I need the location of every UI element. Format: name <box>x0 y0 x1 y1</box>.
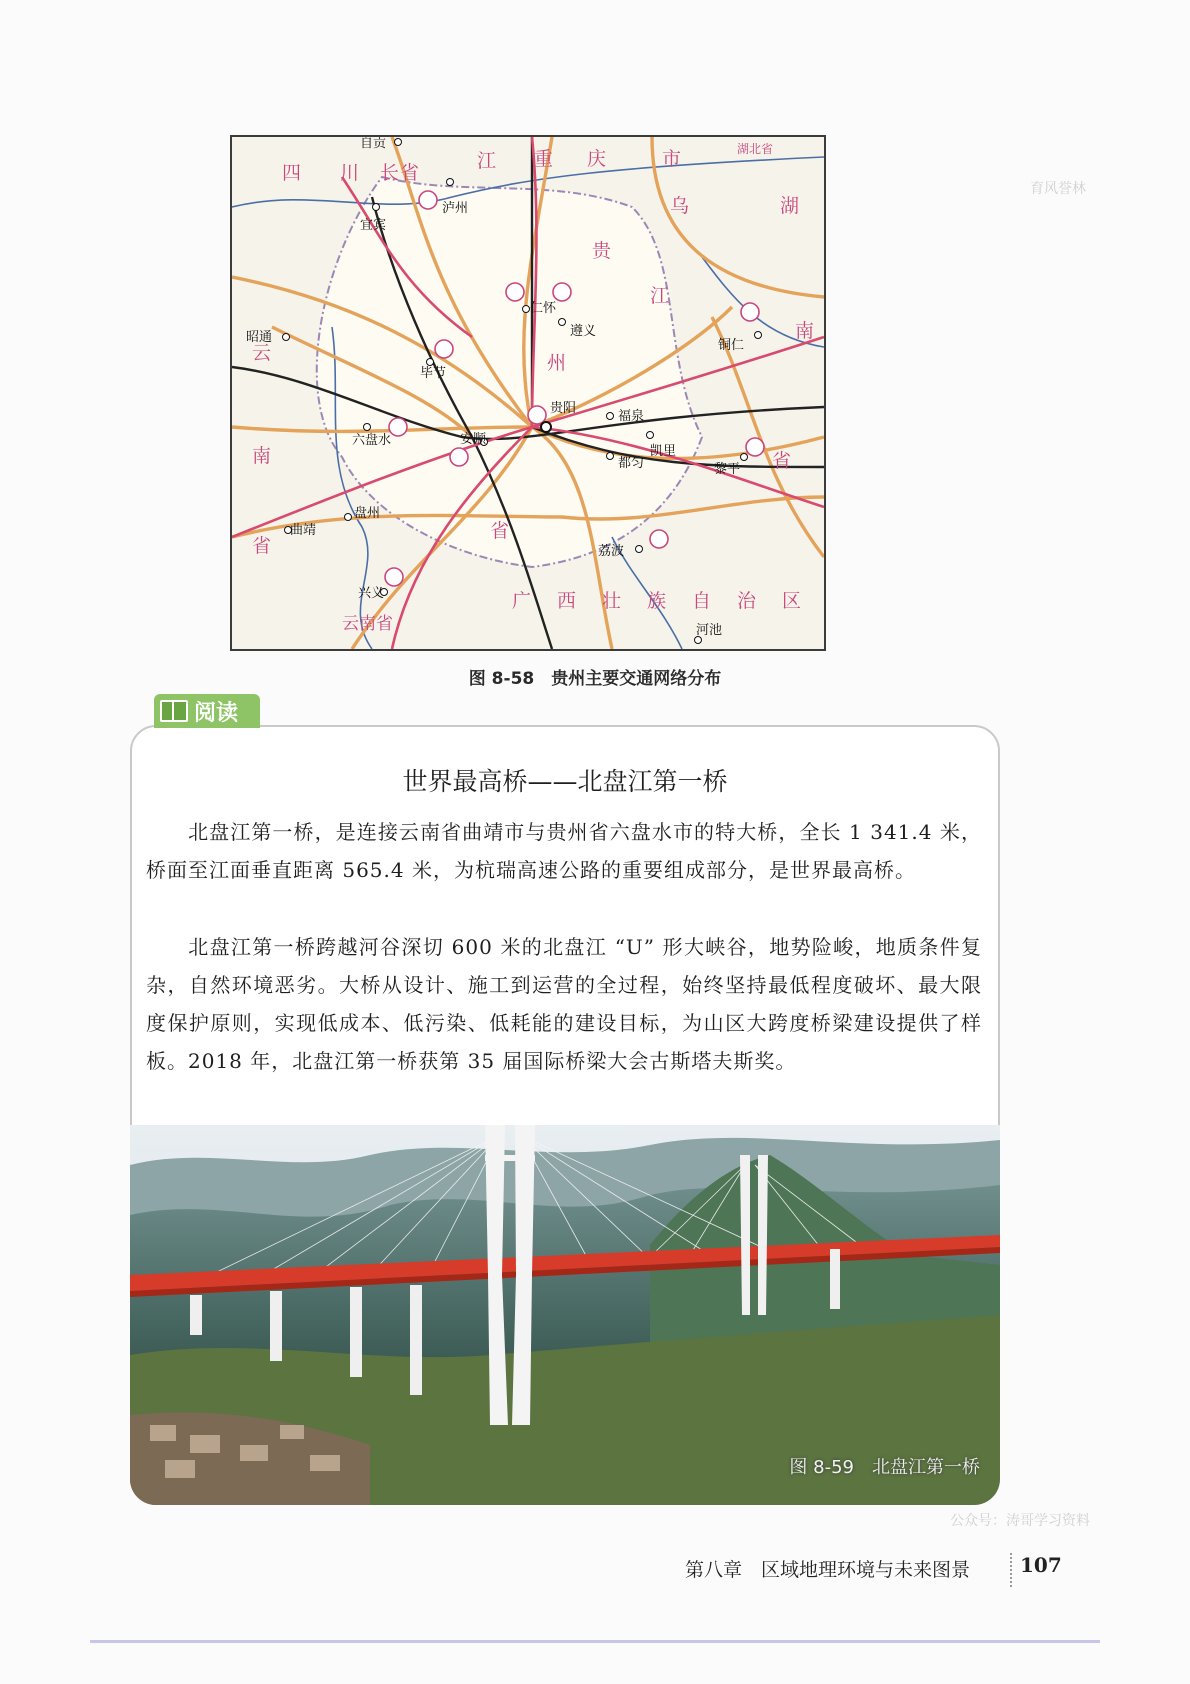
city-label: 六盘水 <box>352 433 392 448</box>
region-label: 南 <box>795 320 815 342</box>
region-label: 广 <box>512 590 532 612</box>
region-label: 江 <box>477 150 497 172</box>
watermark-bottom: 公众号：涛哥学习资料 <box>950 1513 1090 1529</box>
region-label: 族 <box>647 590 667 612</box>
region-label: 治 <box>737 590 757 612</box>
city-label: 宜宾 <box>360 218 387 233</box>
region-label: 四 <box>282 162 302 184</box>
region-label: 湖 <box>780 195 800 217</box>
reading-tab <box>154 694 260 728</box>
region-label: 南 <box>252 445 272 467</box>
city-label: 都匀 <box>618 456 645 471</box>
region-label: 省 <box>490 520 510 542</box>
region-label: 云南省 <box>342 614 393 634</box>
region-label: 湖北省 <box>737 142 774 156</box>
region-label: 州 <box>547 352 567 374</box>
region-label: 区 <box>782 590 802 612</box>
bottom-rule <box>90 1640 1100 1643</box>
region-label: 西 <box>557 590 577 612</box>
city-label: 福泉 <box>618 409 645 424</box>
region-label: 长 <box>380 162 400 184</box>
city-label: 贵阳 <box>550 401 577 416</box>
city-label: 荔波 <box>598 544 625 559</box>
city-label: 兴义 <box>358 586 385 601</box>
region-label: 省 <box>252 535 272 557</box>
city-label: 凯里 <box>650 444 677 459</box>
watermark-top: 育风誉林 <box>1030 181 1086 197</box>
city-label: 曲靖 <box>290 523 317 538</box>
region-label: 省 <box>400 162 420 184</box>
paragraph-2-text: 北盘江第一桥跨越河谷深切 600 米的北盘江 “U” 形大峡谷，地势险峻，地质条件复杂，自然环境恶劣。大桥从设计、施工到运营的全过程，始终坚持最低程度破坏、最大限度保护原则，实现低成本、低污染、低耗能的建设目标，为山区大跨度桥梁建设提供了样板。2018 年，北盘江第一桥获第 35 届国际桥梁大会古斯塔夫斯奖。 <box>146 935 982 1073</box>
city-label: 泸州 <box>442 201 469 216</box>
figure-8-58-caption: 图 8-58 贵州主要交通网络分布 <box>468 669 722 689</box>
city-label: 河池 <box>696 623 723 638</box>
city-label: 安顺 <box>460 432 487 447</box>
region-label: 云 <box>252 342 272 364</box>
city-label: 自贡 <box>360 137 387 151</box>
region-label: 壮 <box>602 590 622 612</box>
city-label: 仁怀 <box>530 301 557 316</box>
reading-tab-label: 阅读 <box>194 700 239 726</box>
city-label: 黎平 <box>714 462 741 477</box>
reading-title: 世界最高桥——北盘江第一桥 <box>402 767 728 796</box>
city-label: 毕节 <box>420 366 447 381</box>
city-label: 盘州 <box>354 506 381 521</box>
region-label: 川 <box>340 162 360 184</box>
transport-map <box>230 135 826 651</box>
region-label: 重 <box>534 148 554 170</box>
paragraph-1-text: 北盘江第一桥，是连接云南省曲靖市与贵州省六盘水市的特大桥，全长 1 341.4 米，桥面至江面垂直距离 565.4 米，为杭瑞高速公路的重要组成部分，是世界最高桥。 <box>146 820 982 882</box>
region-label: 省 <box>772 450 792 472</box>
city-label: 铜仁 <box>718 338 745 353</box>
figure-8-59-caption: 图 8-59 北盘江第一桥 <box>789 1457 980 1478</box>
page-number: 107 <box>1010 1553 1050 1587</box>
reading-paragraph-1 <box>146 813 982 889</box>
region-label: 贵 <box>592 240 612 262</box>
bridge-photo <box>130 1125 1000 1505</box>
city-label: 遵义 <box>570 324 597 339</box>
book-icon <box>160 700 188 722</box>
region-label: 乌 <box>670 195 690 217</box>
region-label: 自 <box>692 590 712 612</box>
chapter-title: 第八章 区域地理环境与未来图景 <box>685 1559 971 1581</box>
region-label: 市 <box>662 148 682 170</box>
city-label: 昭通 <box>246 330 273 345</box>
region-label: 庆 <box>587 148 607 170</box>
region-label: 江 <box>650 285 670 307</box>
reading-paragraph-2 <box>146 928 982 1080</box>
